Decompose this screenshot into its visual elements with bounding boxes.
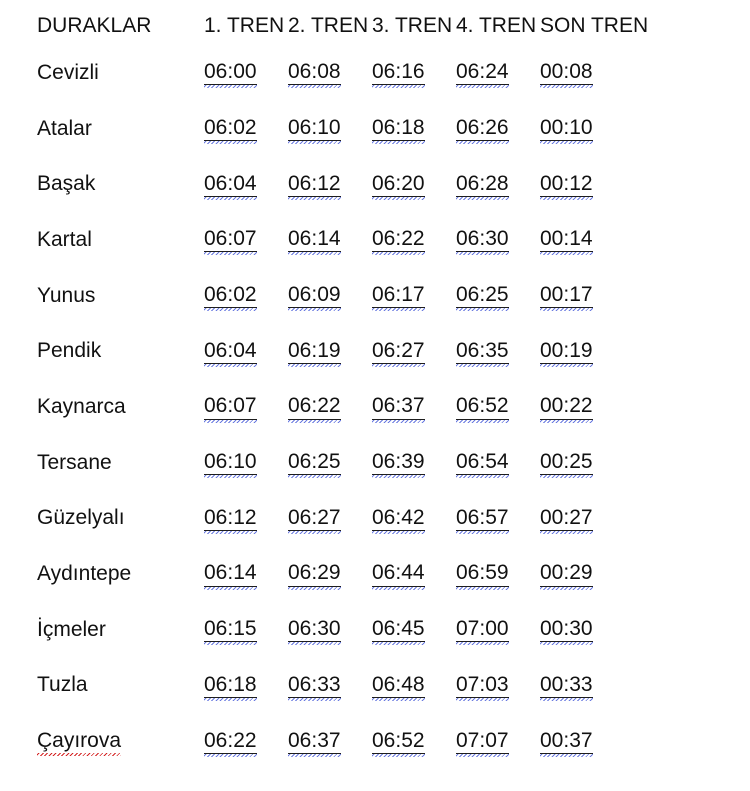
last-train-time-cell bbox=[540, 379, 660, 435]
train-time: 06:22 bbox=[372, 227, 425, 252]
last-train-time-cell bbox=[540, 546, 660, 602]
train-time-cell bbox=[372, 435, 456, 491]
train-time: 06:37 bbox=[372, 394, 425, 419]
train-time: 06:02 bbox=[204, 283, 257, 308]
station-cell bbox=[37, 602, 204, 658]
train-time: 06:07 bbox=[204, 394, 257, 419]
station-name: Atalar bbox=[37, 116, 92, 140]
last-train-time: 00:19 bbox=[540, 339, 593, 364]
train-time: 06:26 bbox=[456, 116, 509, 141]
station-cell bbox=[37, 156, 204, 212]
station-cell bbox=[37, 713, 204, 769]
header-stations: DURAKLAR bbox=[37, 14, 152, 37]
train-time-cell bbox=[288, 212, 372, 268]
train-time-cell bbox=[204, 212, 288, 268]
last-train-time-cell bbox=[540, 323, 660, 379]
station-cell bbox=[37, 323, 204, 379]
train-time-cell bbox=[372, 45, 456, 101]
train-time: 06:14 bbox=[204, 561, 257, 586]
train-time: 07:07 bbox=[456, 729, 509, 754]
station-name: Cevizli bbox=[37, 60, 99, 84]
train-time: 06:54 bbox=[456, 450, 509, 475]
table-row bbox=[37, 212, 660, 268]
train-time: 06:12 bbox=[204, 506, 257, 531]
last-train-time: 00:08 bbox=[540, 60, 593, 85]
train-time: 06:27 bbox=[288, 506, 341, 531]
train-time: 06:00 bbox=[204, 60, 257, 85]
station-name: Tersane bbox=[37, 450, 112, 474]
last-train-time-cell bbox=[540, 101, 660, 157]
last-train-time: 00:10 bbox=[540, 116, 593, 141]
train-time: 06:22 bbox=[204, 729, 257, 754]
last-train-time-cell bbox=[540, 713, 660, 769]
train-time: 06:19 bbox=[288, 339, 341, 364]
train-time: 06:30 bbox=[456, 227, 509, 252]
last-train-time: 00:14 bbox=[540, 227, 593, 252]
train-time: 06:44 bbox=[372, 561, 425, 586]
train-time-cell bbox=[372, 379, 456, 435]
last-train-time: 00:12 bbox=[540, 172, 593, 197]
station-cell bbox=[37, 491, 204, 547]
train-time: 06:37 bbox=[288, 729, 341, 754]
train-time-cell bbox=[372, 268, 456, 324]
train-time-cell bbox=[204, 268, 288, 324]
train-time-cell bbox=[456, 156, 540, 212]
train-time-cell bbox=[288, 45, 372, 101]
train-time: 06:29 bbox=[288, 561, 341, 586]
train-time-cell bbox=[456, 45, 540, 101]
train-time: 06:52 bbox=[456, 394, 509, 419]
train-time-cell bbox=[288, 323, 372, 379]
station-name: Pendik bbox=[37, 339, 102, 363]
timetable-body bbox=[37, 45, 660, 769]
train-time-cell bbox=[456, 323, 540, 379]
station-cell bbox=[37, 101, 204, 157]
train-time: 06:14 bbox=[288, 227, 341, 252]
header-train-3: 3. TREN bbox=[372, 14, 453, 37]
train-time-cell bbox=[372, 212, 456, 268]
train-timetable bbox=[37, 7, 660, 769]
header-row bbox=[37, 7, 660, 45]
train-time: 06:17 bbox=[372, 283, 425, 308]
train-time-cell bbox=[456, 713, 540, 769]
last-train-time: 00:22 bbox=[540, 394, 593, 419]
train-time: 06:39 bbox=[372, 450, 425, 475]
train-time-cell bbox=[288, 379, 372, 435]
header-last-train: SON TREN bbox=[540, 14, 649, 37]
train-time-cell bbox=[288, 435, 372, 491]
train-time-cell bbox=[372, 713, 456, 769]
last-train-time-cell bbox=[540, 212, 660, 268]
station-cell bbox=[37, 45, 204, 101]
train-time: 06:42 bbox=[372, 506, 425, 531]
train-time-cell bbox=[372, 156, 456, 212]
train-time-cell bbox=[456, 101, 540, 157]
station-cell bbox=[37, 435, 204, 491]
station-name: Kaynarca bbox=[37, 394, 126, 418]
train-time-cell bbox=[204, 658, 288, 714]
table-row bbox=[37, 101, 660, 157]
train-time-cell bbox=[204, 156, 288, 212]
train-time-cell bbox=[288, 546, 372, 602]
train-time: 06:57 bbox=[456, 506, 509, 531]
station-cell bbox=[37, 212, 204, 268]
train-time-cell bbox=[456, 268, 540, 324]
last-train-time-cell bbox=[540, 602, 660, 658]
last-train-time: 00:33 bbox=[540, 673, 593, 698]
train-time-cell bbox=[372, 602, 456, 658]
train-time-cell bbox=[204, 602, 288, 658]
train-time: 06:27 bbox=[372, 339, 425, 364]
train-time-cell bbox=[372, 546, 456, 602]
station-cell bbox=[37, 268, 204, 324]
train-time-cell bbox=[456, 546, 540, 602]
train-time-cell bbox=[456, 435, 540, 491]
station-name: İçmeler bbox=[37, 617, 106, 641]
train-time-cell bbox=[456, 658, 540, 714]
train-time-cell bbox=[456, 212, 540, 268]
table-row bbox=[37, 546, 660, 602]
train-time-cell bbox=[204, 101, 288, 157]
train-time: 06:08 bbox=[288, 60, 341, 85]
train-time-cell bbox=[204, 323, 288, 379]
train-time-cell bbox=[372, 491, 456, 547]
station-name: Başak bbox=[37, 172, 96, 196]
train-time: 06:16 bbox=[372, 60, 425, 85]
last-train-time: 00:30 bbox=[540, 617, 593, 642]
train-time-cell bbox=[204, 435, 288, 491]
table-row bbox=[37, 156, 660, 212]
header-train-4: 4. TREN bbox=[456, 14, 537, 37]
train-time-cell bbox=[204, 379, 288, 435]
last-train-time: 00:17 bbox=[540, 283, 593, 308]
train-time: 06:35 bbox=[456, 339, 509, 364]
train-time-cell bbox=[288, 491, 372, 547]
train-time: 06:33 bbox=[288, 673, 341, 698]
train-time: 06:07 bbox=[204, 227, 257, 252]
station-name: Çayırova bbox=[37, 729, 122, 753]
train-time: 06:52 bbox=[372, 729, 425, 754]
train-time: 06:25 bbox=[288, 450, 341, 475]
train-time: 06:10 bbox=[204, 450, 257, 475]
train-time: 06:20 bbox=[372, 172, 425, 197]
station-cell bbox=[37, 379, 204, 435]
train-time-cell bbox=[456, 379, 540, 435]
train-time-cell bbox=[372, 101, 456, 157]
last-train-time-cell bbox=[540, 156, 660, 212]
train-time-cell bbox=[204, 546, 288, 602]
last-train-time: 00:25 bbox=[540, 450, 593, 475]
table-row bbox=[37, 379, 660, 435]
train-time-cell bbox=[204, 45, 288, 101]
train-time: 06:04 bbox=[204, 339, 257, 364]
station-name: Aydıntepe bbox=[37, 562, 132, 586]
station-name: Güzelyalı bbox=[37, 506, 125, 530]
last-train-time-cell bbox=[540, 491, 660, 547]
train-time: 06:04 bbox=[204, 172, 257, 197]
train-time: 06:48 bbox=[372, 673, 425, 698]
train-time-cell bbox=[288, 156, 372, 212]
train-time: 07:03 bbox=[456, 673, 509, 698]
train-time: 06:22 bbox=[288, 394, 341, 419]
train-time-cell bbox=[288, 602, 372, 658]
train-time: 06:59 bbox=[456, 561, 509, 586]
header-train-1: 1. TREN bbox=[204, 14, 285, 37]
train-time-cell bbox=[288, 713, 372, 769]
table-row bbox=[37, 713, 660, 769]
table-row bbox=[37, 491, 660, 547]
train-time: 06:12 bbox=[288, 172, 341, 197]
header-train-2: 2. TREN bbox=[288, 14, 369, 37]
train-time-cell bbox=[288, 268, 372, 324]
train-time-cell bbox=[372, 323, 456, 379]
last-train-time-cell bbox=[540, 45, 660, 101]
train-time: 06:09 bbox=[288, 283, 341, 308]
train-time-cell bbox=[456, 602, 540, 658]
train-time: 06:25 bbox=[456, 283, 509, 308]
last-train-time-cell bbox=[540, 435, 660, 491]
table-row bbox=[37, 45, 660, 101]
train-time-cell bbox=[288, 658, 372, 714]
train-time: 06:18 bbox=[372, 116, 425, 141]
station-name: Tuzla bbox=[37, 673, 88, 697]
train-time: 06:15 bbox=[204, 617, 257, 642]
last-train-time-cell bbox=[540, 268, 660, 324]
train-time-cell bbox=[204, 713, 288, 769]
train-time: 06:18 bbox=[204, 673, 257, 698]
train-time: 06:24 bbox=[456, 60, 509, 85]
table-row bbox=[37, 323, 660, 379]
train-time: 06:10 bbox=[288, 116, 341, 141]
train-time-cell bbox=[288, 101, 372, 157]
train-time: 06:30 bbox=[288, 617, 341, 642]
train-time-cell bbox=[204, 491, 288, 547]
train-time-cell bbox=[372, 658, 456, 714]
table-row bbox=[37, 602, 660, 658]
station-name: Yunus bbox=[37, 283, 96, 307]
train-time: 06:02 bbox=[204, 116, 257, 141]
last-train-time: 00:27 bbox=[540, 506, 593, 531]
station-name: Kartal bbox=[37, 227, 92, 251]
last-train-time: 00:29 bbox=[540, 561, 593, 586]
train-time: 06:45 bbox=[372, 617, 425, 642]
station-cell bbox=[37, 658, 204, 714]
last-train-time: 00:37 bbox=[540, 729, 593, 754]
table-row bbox=[37, 435, 660, 491]
table-row bbox=[37, 658, 660, 714]
table-row bbox=[37, 268, 660, 324]
last-train-time-cell bbox=[540, 658, 660, 714]
station-cell bbox=[37, 546, 204, 602]
train-time-cell bbox=[456, 491, 540, 547]
train-time: 06:28 bbox=[456, 172, 509, 197]
train-time: 07:00 bbox=[456, 617, 509, 642]
